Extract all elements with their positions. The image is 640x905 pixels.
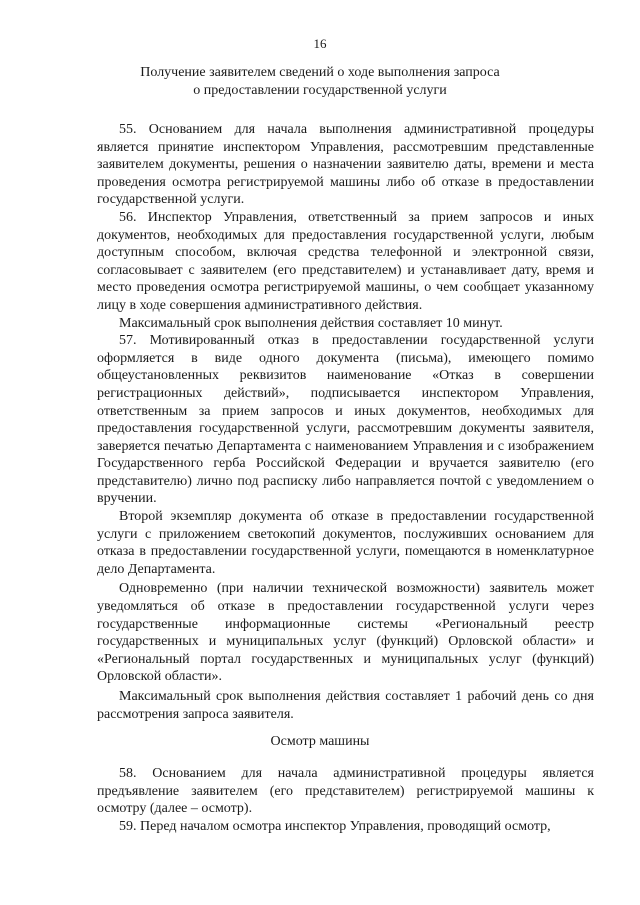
paragraph-57: 57. Мотивированный отказ в предоставлении государственной услуги оформляется в виде одного документа (письма), имеющего помимо общеустановленных реквизитов наименование «Отказ в совершении регистрационных действий», подписывается инспектором Управления, ответственным за прием запросов и иных документов, необходимых для предоставления государственной услуги, рассмотревшим документы заявителя, заверяется печатью Департамента с наименованием Управления и с изображением Государственного герба Российской Федерации и вручается заявителю (его представителю) лично под расписку либо направляется почтой с уведомлением о вручении. — [97, 333, 594, 507]
paragraph-second-copy: Второй экземпляр документа об отказе в предоставлении государственной услуги с приложением светокопий документов, послуживших основанием для отказа в предоставлении государственной услуги, помещаются в номенклатурное дело Департамента. — [97, 509, 594, 577]
heading-line: Получение заявителем сведений о ходе выполнения запроса — [140, 65, 500, 80]
paragraph-56: 56. Инспектор Управления, ответственный за прием запросов и иных документов, необходимых для предоставления государственной услуги, любым доступным способом, включая средства телефонной и электронной связи, согласовывает с заявителем (его представителем) и устанавливает дату, время и место проведения осмотра регистрируемой машины, о чем сообщает указанному лицу в ходе совершения административного действия. — [97, 209, 594, 313]
section-body-inspection — [97, 765, 594, 835]
paragraph-58: 58. Основанием для начала административной процедуры является предъявление заявителем (его представителем) регистрируемой машины к осмотру (далее – осмотр). — [97, 766, 594, 817]
paragraph-notification: Одновременно (при наличии технической возможности) заявитель может уведомляться об отказе в предоставлении государственной услуги через государственные информационные системы «Региональный реестр государственных и муниципальных услуг (функций) Орловской области» и «Региональный портал государственных и муниципальных услуг (функций) Орловской области». — [97, 581, 594, 685]
page-number: 16 — [313, 36, 327, 51]
heading-line: о предоставлении государственной услуги — [193, 83, 447, 98]
paragraph-55: 55. Основанием для начала выполнения административной процедуры является принятие инспектором Управления, рассмотревшим представленные заявителем документы, решения о назначении заявителю даты, времени и места проведения осмотра регистрируемой машины либо об отказе в предоставлении государственной услуги. — [97, 122, 594, 208]
paragraph-deadline-10-min: Максимальный срок выполнения действия составляет 10 минут. — [119, 315, 503, 331]
section-body-request-status — [97, 121, 594, 723]
paragraph-deadline-1-day: Максимальный срок выполнения действия составляет 1 рабочий день со дня рассмотрения запроса заявителя. — [97, 689, 594, 722]
section-heading-inspection: Осмотр машины — [270, 734, 370, 749]
paragraph-59: 59. Перед началом осмотра инспектор Управления, проводящий осмотр, — [119, 818, 551, 834]
section-heading-request-status — [0, 64, 640, 100]
